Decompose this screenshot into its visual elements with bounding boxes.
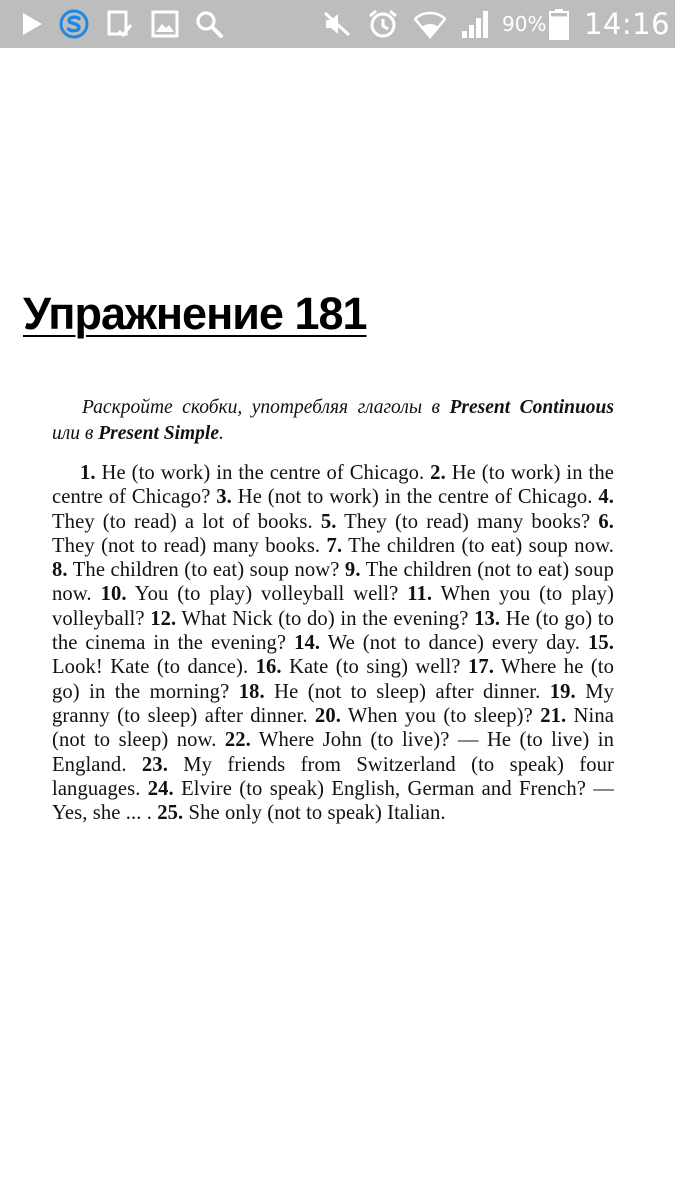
sentence-number: 1. (80, 462, 96, 484)
sentence-number: 14. (294, 632, 321, 655)
sentence-number: 13. (474, 607, 501, 630)
sentence-text: We (not to dance) every day. (320, 632, 588, 655)
exercise-sentences (52, 461, 614, 825)
sentence-text: They (to read) many books? (336, 510, 599, 533)
play-icon[interactable] (20, 12, 44, 36)
instruction-text: Раскройте скобки, употребляя глаголы в (82, 397, 450, 418)
sentence-number: 6. (598, 510, 614, 533)
instruction-tense-name: Present Simple (98, 423, 220, 444)
sentence-number: 25. (157, 802, 184, 825)
sentence-text: Look! Kate (to dance). (52, 656, 256, 679)
sentence-text: He (to go) to the cinema in the evening? (52, 607, 615, 655)
sentence-number: 18. (238, 680, 265, 703)
sentence-text: They (to read) a lot of books. (52, 510, 321, 533)
exercise-instruction (52, 395, 614, 447)
wifi-icon (414, 9, 446, 39)
signal-icon (460, 9, 492, 39)
sentence-number: 5. (320, 510, 337, 533)
image-icon[interactable] (151, 10, 179, 38)
sentence-text: He (not to sleep) after dinner. (264, 680, 550, 703)
sentence-number: 10. (100, 583, 127, 606)
sentence-text: Elvire (to speak) English, German and French? — Yes, she ... . (52, 777, 614, 825)
sentence-number: 21. (540, 704, 567, 727)
sentence-text: My friends from Switzerland (to speak) four languages. (52, 753, 615, 800)
instruction-text: . (219, 423, 224, 444)
instruction-tense-name: Present Continuous (449, 397, 614, 418)
sentence-text: The children (to eat) soup now. (342, 534, 614, 557)
sentence-number: 16. (255, 656, 282, 679)
sentence-number: 15. (587, 632, 615, 655)
sentence-number: 11. (407, 583, 433, 606)
sentence-text: My granny (to sleep) after dinner. (52, 680, 615, 727)
sentence-text: Where John (to live)? — He (to live) in England. (52, 729, 614, 776)
battery-icon (548, 8, 570, 40)
status-bar (0, 0, 675, 48)
sentence-number: 19. (549, 680, 576, 703)
sentence-number: 7. (326, 534, 343, 557)
sentence-text: Where he (to go) in the morning? (52, 656, 615, 703)
sentence-number: 22. (224, 729, 251, 752)
sentence-text: Kate (to sing) well? (281, 656, 468, 679)
clock: 14:16 (584, 7, 671, 41)
skype-icon[interactable] (58, 9, 90, 39)
sentence-number: 24. (147, 777, 174, 800)
sentence-text: He (to work) in the centre of Chicago? (52, 462, 614, 509)
sentence-text: When you (to sleep)? (340, 704, 541, 727)
exercise-title: Упражнение 181 (23, 288, 367, 339)
alarm-icon (367, 8, 399, 40)
sentence-number: 23. (141, 753, 168, 776)
mute-icon (322, 10, 352, 38)
sentence-text: The children (not to eat) soup now. (52, 559, 614, 606)
sentence-text: He (not to work) in the centre of Chicago. (231, 486, 599, 509)
search-icon[interactable] (195, 10, 223, 38)
sentence-number: 17. (467, 656, 494, 679)
sentence-number: 2. (430, 462, 446, 484)
sentence-text: She only (not to speak) Italian. (183, 802, 446, 825)
battery-percent: 90% (502, 12, 547, 36)
sentence-number: 4. (598, 486, 614, 509)
sentence-text: Nina (not to sleep) now. (52, 704, 614, 752)
sentence-number: 3. (216, 486, 232, 509)
sentence-number: 20. (314, 704, 341, 727)
sentence-text: You (to play) volleyball well? (126, 583, 408, 606)
instruction-text: или в (52, 423, 99, 444)
sentence-text: When you (to play) volleyball? (52, 583, 615, 630)
sentence-text: They (not to read) many books. (52, 534, 327, 557)
sentence-number: 8. (52, 559, 68, 582)
sentence-text: The children (to eat) soup now? (67, 559, 345, 582)
sentence-number: 9. (344, 559, 361, 582)
sentence-text: He (to work) in the centre of Chicago. (95, 462, 431, 484)
clipboard-check-icon[interactable] (106, 10, 134, 38)
sentence-number: 12. (150, 607, 177, 630)
sentence-text: What Nick (to do) in the evening? (176, 607, 475, 630)
